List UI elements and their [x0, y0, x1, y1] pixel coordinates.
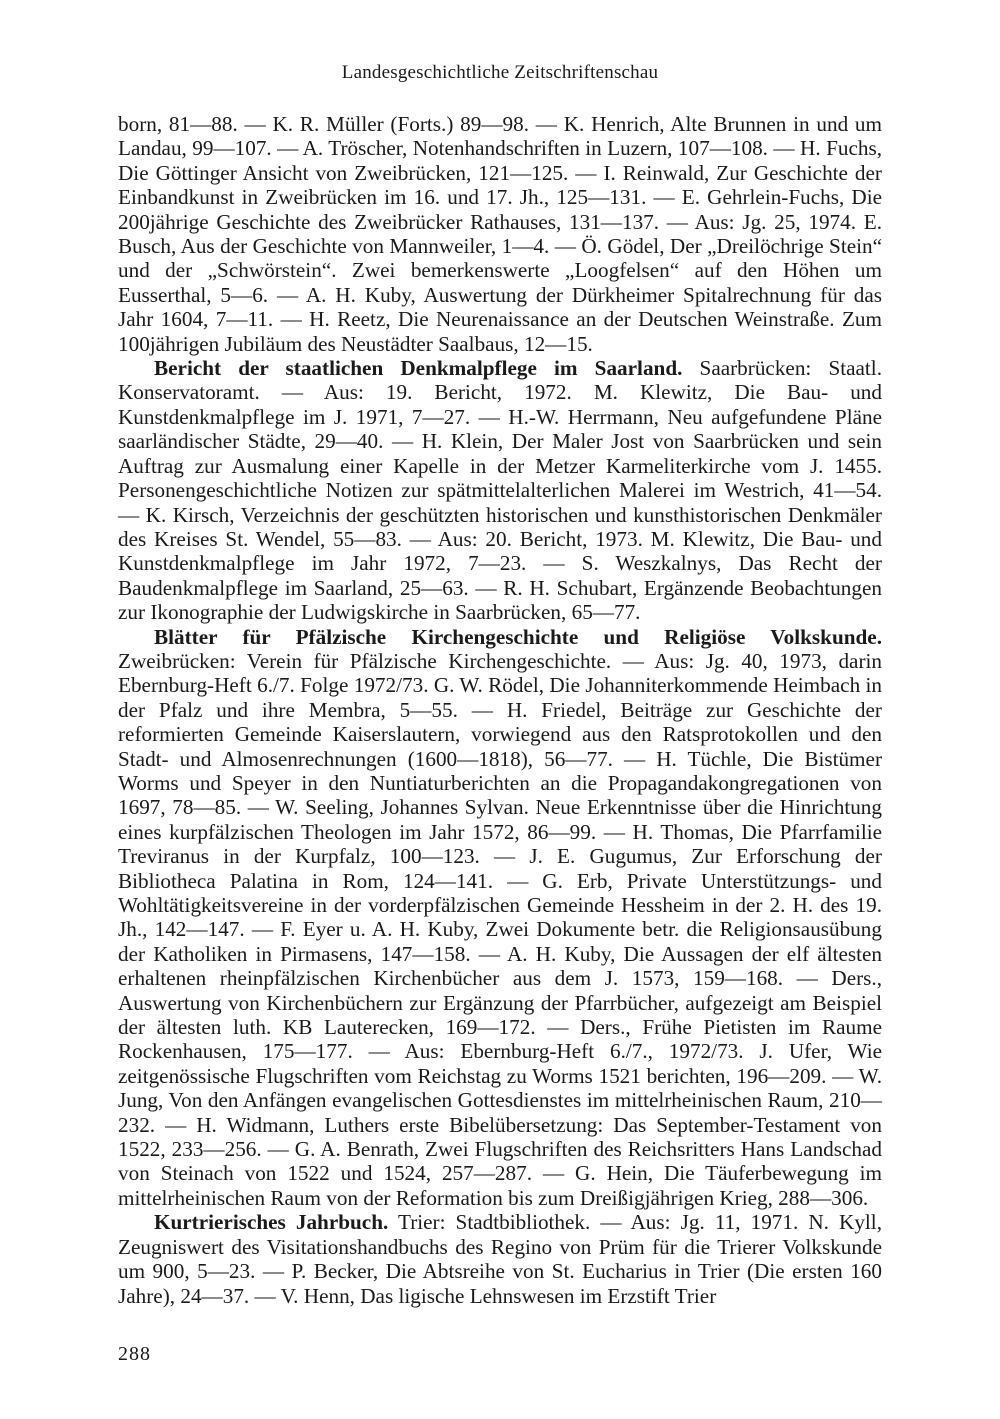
paragraph-heading: Blätter für Pfälzische Kirchengeschichte und Religiöse Volkskunde.: [154, 624, 882, 649]
paragraph-text: Trier: Stadtbibliothek. — Aus: Jg. 11, 1971. N. Kyll, Zeugniswert des Visitationshandbuchs des Regino von Prüm für die Trierer Volkskunde um 900, 5—23. — P. Becker, Die Abtsreihe von St. Eucharius in Trier (Die ersten 160 Jahre), 24—37. — V. Henn, Das ligische Lehnswesen im Erzstift Trier: [118, 1210, 882, 1308]
paragraph-heading: Kurtrierisches Jahrbuch.: [154, 1210, 389, 1235]
paragraph-heading: Bericht der staatlichen Denkmalpflege im Saarland.: [154, 356, 683, 381]
paragraph-text: Zweibrücken: Verein für Pfälzische Kirchengeschichte. — Aus: Jg. 40, 1973, darin Ebernburg-Heft 6./7. Folge 1972/73. G. W. Rödel, Die Johanniterkommende Heimbach in der Pfalz und ihre Membra, 5—55. — H. Friedel, Beiträge zur Geschichte der reformierten Gemeinde Kaiserslautern, vorwiegend aus den Ratsprotokollen und den Stadt- und Almosenrechnungen (1600—1818), 56—77. — H. Tüchle, Die Bistümer Worms und Speyer in den Nuntiaturberichten an die Propagandakongregationen von 1697, 78—85. — W. Seeling, Johannes Sylvan. Neue Erkenntnisse über die Hinrichtung eines kurpfälzischen Theologen im Jahr 1572, 86—99. — H. Thomas, Die Pfarrfamilie Treviranus in der Kurpfalz, 100—123. — J. E. Gugumus, Zur Erforschung der Bibliotheca Palatina in Rom, 124—141. — G. Erb, Private Unterstützungs- und Wohltätigkeitsvereine in der vorderpfälzischen Gemeinde Hessheim in der 2. H. des 19. Jh., 142—147. — F. Eyer u. A. H. Kuby, Zwei Dokumente betr. die Religionsausübung der Katholiken in Pirmasens, 147—158. — A. H. Kuby, Die Aussagen der elf ältesten erhaltenen rheinpfälzischen Kirchenbücher aus dem J. 1573, 159—168. — Ders., Auswertung von Kirchenbüchern zur Ergänzung der Pfarrbücher, aufgezeigt am Beispiel der ältesten luth. KB Lauterecken, 169—172. — Ders., Frühe Pietisten im Raume Rockenhausen, 175—177. — Aus: Ebernburg-Heft 6./7., 1972/73. J. Ufer, Wie zeitgenössische Flugschriften vom Reichstag zu Worms 1521 berichten, 196—209. — W. Jung, Von den Anfängen evangelischen Gottesdienstes im mittelrheinischen Raum, 210—232. — H. Widmann, Luthers erste Bibelübersetzung: Das September-Testament von 1522, 233—256. — G. A. Benrath, Zwei Flugschriften des Reichsritters Hans Landschad von Steinach von 1522 und 1524, 257—287. — G. Hein, Die Täuferbewegung im mittelrheinischen Raum von der Reformation bis zum Dreißigjährigen Krieg, 288—306.: [118, 648, 882, 1210]
paragraph-text: born, 81—88. — K. R. Müller (Forts.) 89—98. — K. Henrich, Alte Brunnen in und um Landau, 99—107. — A. Tröscher, Notenhandschriften in Luzern, 107—108. — H. Fuchs, Die Göttinger Ansicht von Zweibrücken, 121—125. — I. Reinwald, Zur Geschichte der Einbandkunst in Zweibrücken im 16. und 17. Jh., 125—131. — E. Gehrlein-Fuchs, Die 200jährige Geschichte des Zweibrücker Rathauses, 131—137. — Aus: Jg. 25, 1974. E. Busch, Aus der Geschichte von Mannweiler, 1—4. — Ö. Gödel, Der „Dreilöchrige Stein“ und der „Schwörstein“. Zwei bemerkenswerte „Loogfelsen“ auf den Höhen um Eusserthal, 5—6. — A. H. Kuby, Auswertung der Dürkheimer Spitalrechnung für das Jahr 1604, 7—11. — H. Reetz, Die Neurenaissance an der Deutschen Weinstraße. Zum 100jährigen Jubiläum des Neustädter Saalbaus, 12—15.: [118, 112, 882, 356]
running-head: Landesgeschichtliche Zeitschriftenschau: [341, 62, 659, 83]
paragraph-continuation: [118, 112, 882, 356]
paragraph-pfaelzische-kirchengeschichte: [118, 625, 882, 1211]
page-number: 288: [118, 1343, 151, 1365]
body-text: [118, 112, 882, 1308]
paragraph-text: Saarbrücken: Staatl. Konservatoramt. — Aus: 19. Bericht, 1972. M. Klewitz, Die Bau- und Kunstdenkmalpflege im J. 1971, 7—27. — H.-W. Herrmann, Neu aufgefundene Pläne saarländischer Städte, 29—40. — H. Klein, Der Maler Jost von Saarbrücken und sein Auftrag zur Ausmalung einer Kapelle in der Metzer Karmeliterkirche vom J. 1455. Personengeschichtliche Notizen zur spätmittelalterlichen Malerei im Westrich, 41—54. — K. Kirsch, Verzeichnis der geschützten historischen und kunsthistorischen Denkmäler des Kreises St. Wendel, 55—83. — Aus: 20. Bericht, 1973. M. Klewitz, Die Bau- und Kunstdenkmalpflege im Jahr 1972, 7—23. — S. Weszkalnys, Das Recht der Baudenkmalpflege im Saarland, 25—63. — R. H. Schubart, Ergänzende Beobachtungen zur Ikonographie der Ludwigskirche in Saarbrücken, 65—77.: [118, 356, 882, 625]
paragraph-denkmalpflege-saarland: [118, 356, 882, 624]
paragraph-kurtrierisches-jahrbuch: [118, 1210, 882, 1308]
